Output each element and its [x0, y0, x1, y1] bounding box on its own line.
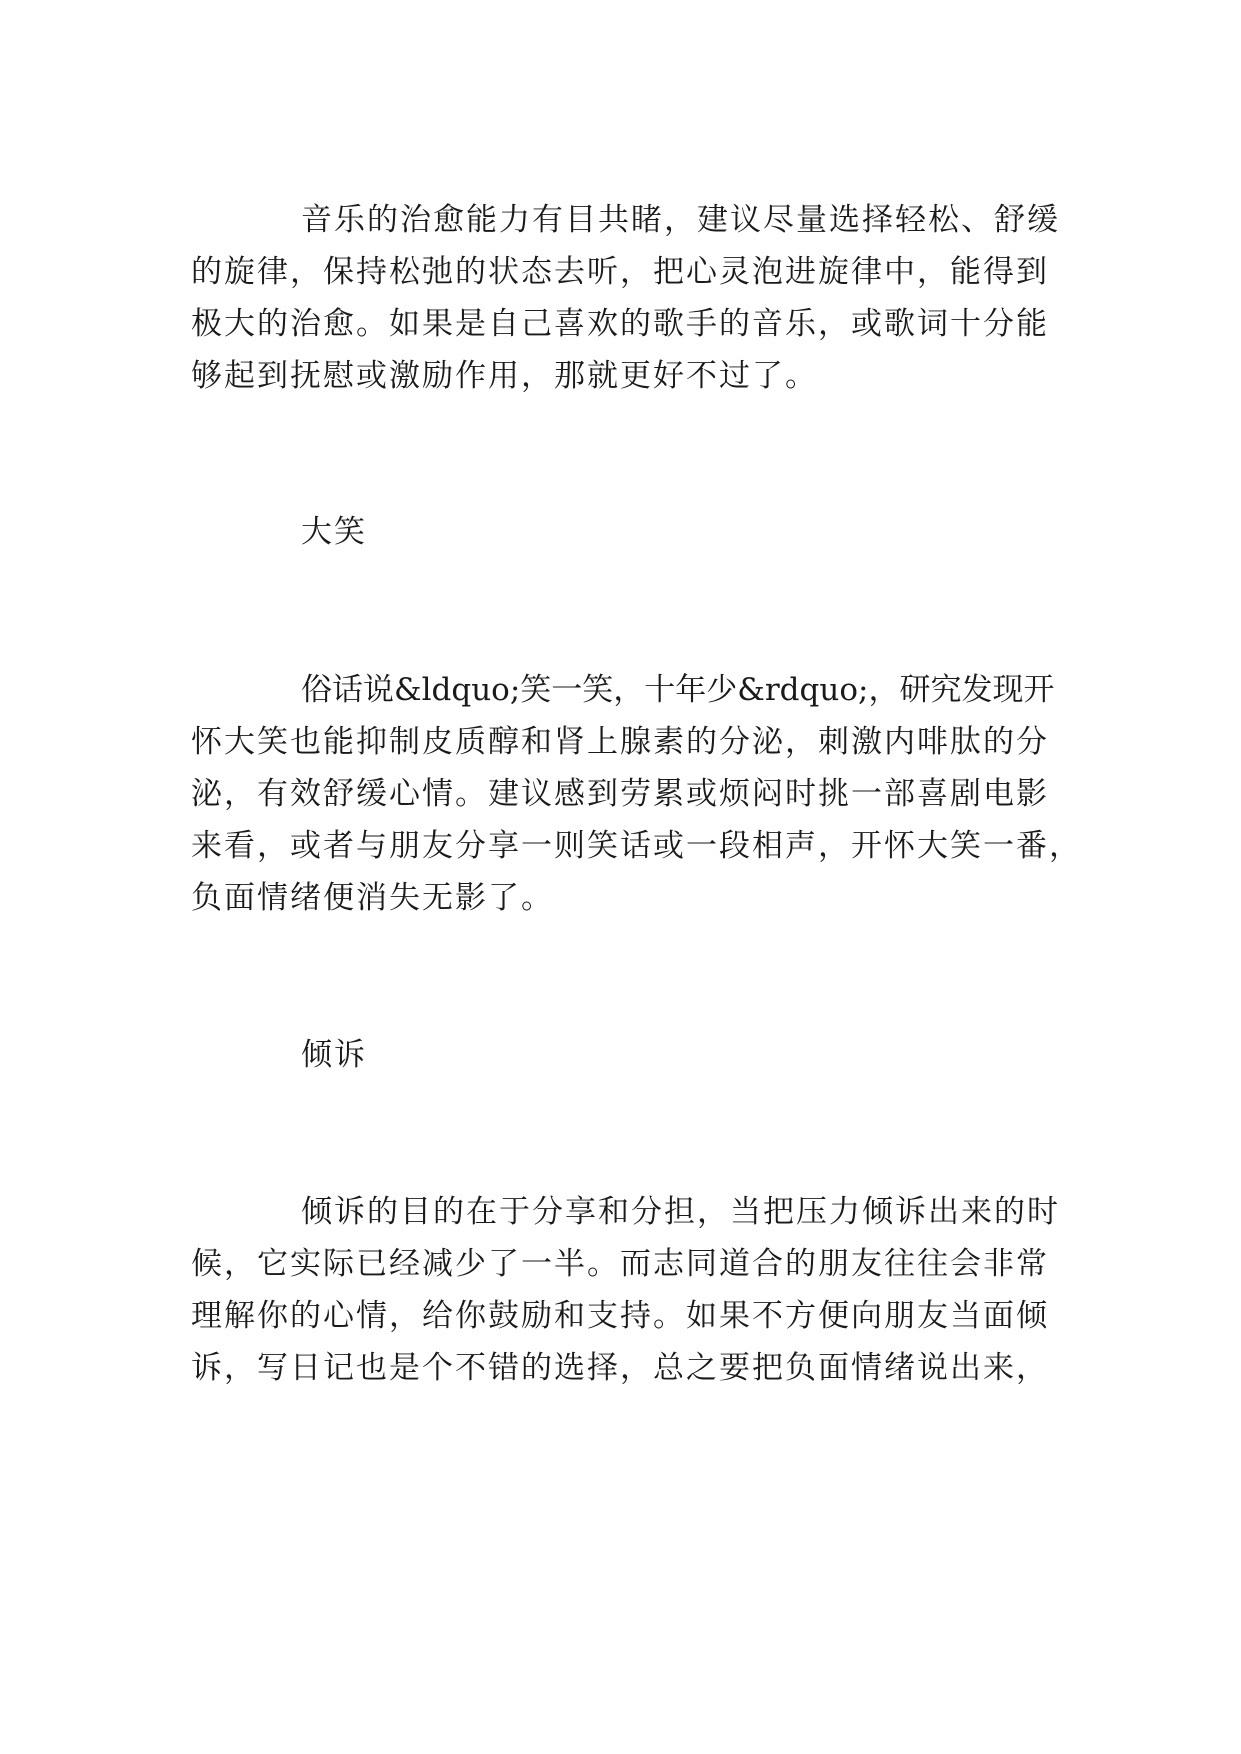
paragraph-line: 负面情绪便消失无影了。	[191, 880, 554, 916]
paragraph-line: 诉，写日记也是个不错的选择，总之要把负面情绪说出来，	[191, 1350, 1049, 1386]
paragraph-line: 的旋律，保持松弛的状态去听，把心灵泡进旋律中，能得到	[191, 254, 1049, 290]
paragraph-line: 音乐的治愈能力有目共睹，建议尽量选择轻松、舒缓	[301, 202, 1060, 238]
section-heading: 大笑	[301, 514, 367, 550]
paragraph-line: 够起到抚慰或激励作用，那就更好不过了。	[191, 358, 818, 394]
paragraph-line: 候，它实际已经减少了一半。而志同道合的朋友往往会非常	[191, 1246, 1049, 1282]
section-heading: 倾诉	[301, 1037, 367, 1073]
paragraph-line: 倾诉的目的在于分享和分担，当把压力倾诉出来的时	[301, 1194, 1060, 1230]
paragraph-line: 理解你的心情，给你鼓励和支持。如果不方便向朋友当面倾	[191, 1298, 1049, 1334]
paragraph-line: 泌，有效舒缓心情。建议感到劳累或烦闷时挑一部喜剧电影	[191, 776, 1049, 812]
paragraph-line: 怀大笑也能抑制皮质醇和肾上腺素的分泌，刺激内啡肽的分	[191, 724, 1049, 760]
paragraph-line: 来看，或者与朋友分享一则笑话或一段相声，开怀大笑一番，	[191, 828, 1082, 864]
paragraph-line: 俗话说&ldquo;笑一笑，十年少&rdquo;，研究发现开	[301, 672, 1055, 708]
paragraph-line: 极大的治愈。如果是自己喜欢的歌手的音乐，或歌词十分能	[191, 306, 1049, 342]
